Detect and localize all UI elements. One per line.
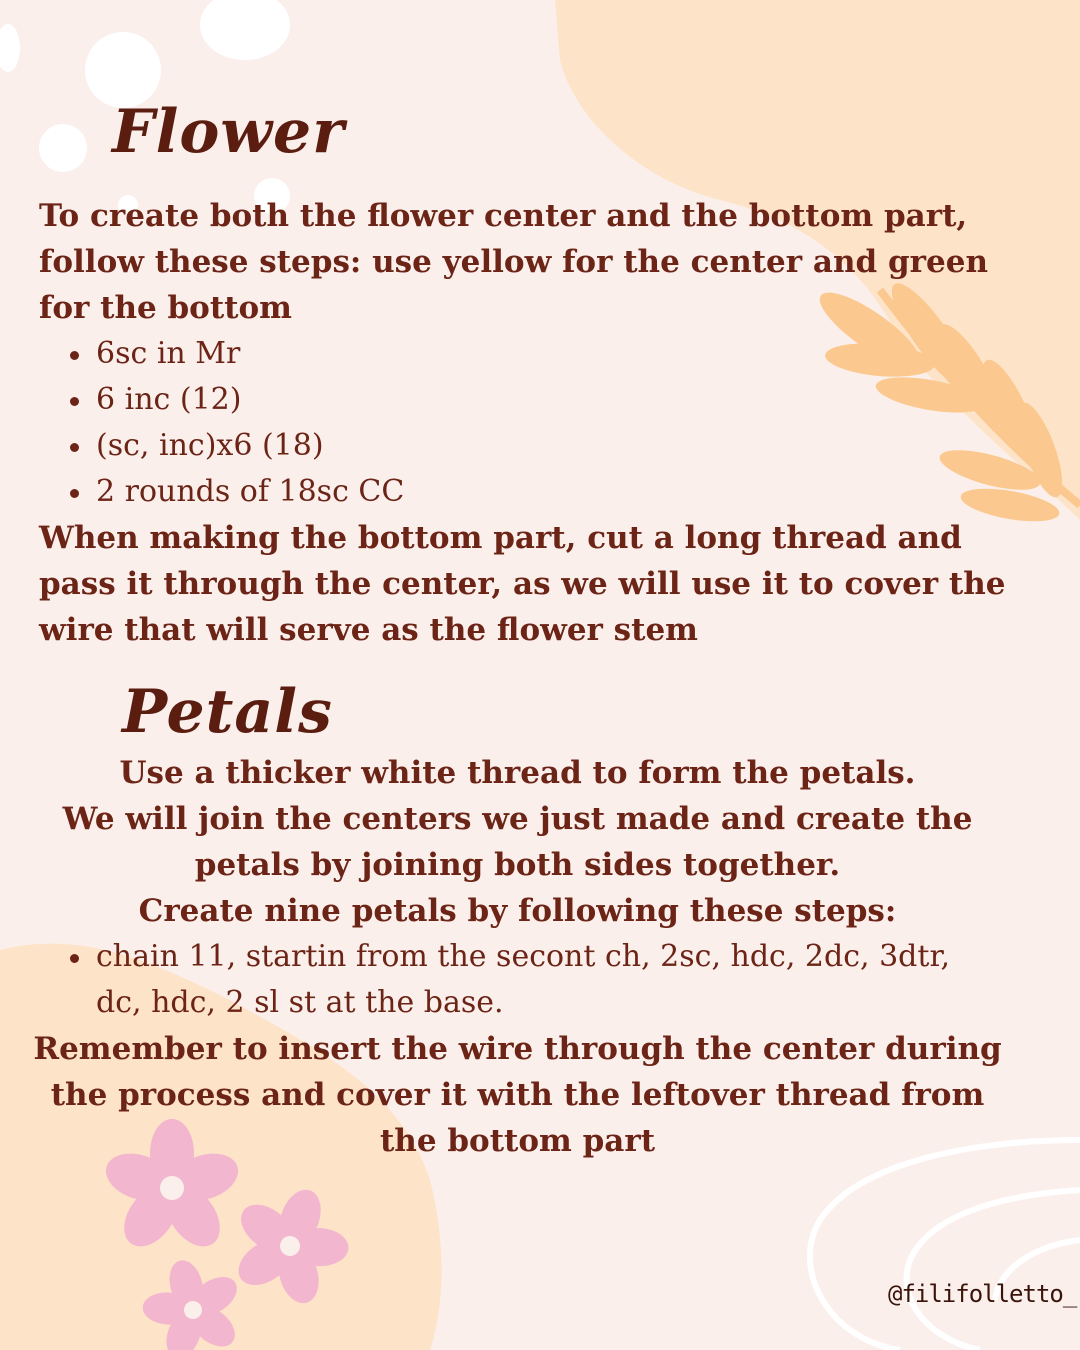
list-item: 6sc in Mr <box>39 331 1039 377</box>
list-item: chain 11, startin from the secont ch, 2sc, hdc, 2dc, 3dtr, dc, hdc, 2 sl st at the base. <box>39 934 999 1026</box>
flower-intro-text: To create both the flower center and the bottom part, follow these steps: use yellow for the center and green for the bottom <box>39 198 988 326</box>
petals-intro-line: Use a thicker white thread to form the petals. <box>119 755 916 791</box>
list-item: (sc, inc)x6 (18) <box>39 423 1039 469</box>
list-item: 2 rounds of 18sc CC <box>39 469 1039 515</box>
petals-reminder-text <box>20 1026 1015 1164</box>
petals-intro-text <box>20 750 1015 934</box>
flower-steps-list <box>39 331 1039 515</box>
flower-section-title: Flower <box>112 97 345 167</box>
reminder-line: the process and cover it with the leftover thread from <box>50 1077 985 1113</box>
petals-intro-line: We will join the centers we just made and create the <box>62 801 973 837</box>
petals-section-title: Petals <box>122 677 333 747</box>
petal-steps-list <box>39 934 999 1026</box>
reminder-line: Remember to insert the wire through the center during <box>33 1031 1002 1067</box>
petals-intro-line: Create nine petals by following these steps: <box>138 893 897 929</box>
author-handle: @filifolletto_ <box>888 1280 1077 1308</box>
reminder-line: the bottom part <box>379 1123 656 1159</box>
petals-intro-line: petals by joining both sides together. <box>194 847 841 883</box>
list-item: 6 inc (12) <box>39 377 1039 423</box>
flower-note-text: When making the bottom part, cut a long thread and pass it through the center, as we will use it to cover the wire that will serve as the flower stem <box>39 520 1006 648</box>
